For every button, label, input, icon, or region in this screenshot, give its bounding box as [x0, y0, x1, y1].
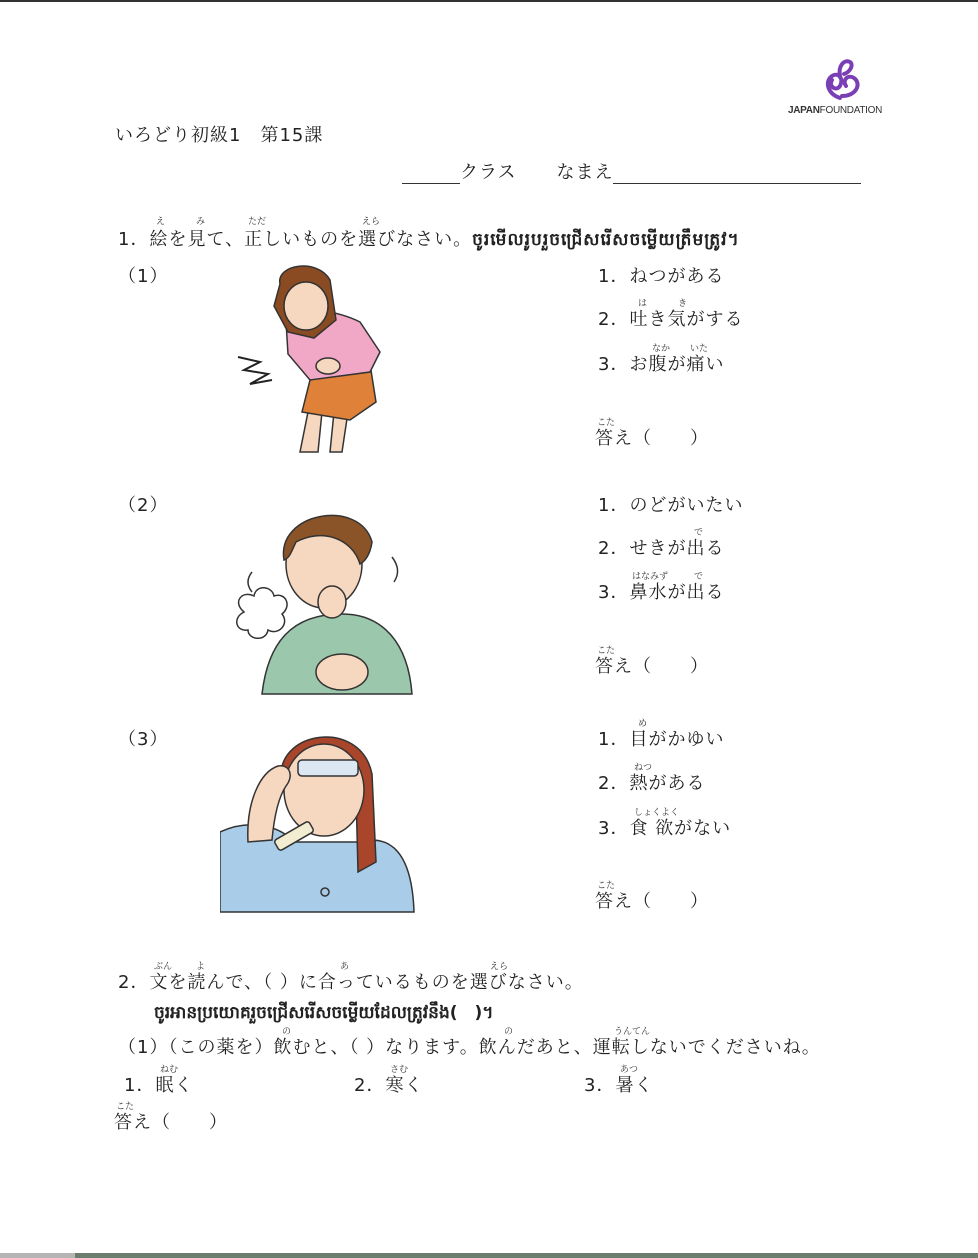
section2-question: （1）（この薬を）飲むと、（ ）なります。飲んだあと、運転しないでくださいね。 [118, 1037, 821, 1058]
japan-foundation-logo-icon [818, 56, 866, 104]
q3-option-3: 3．食 欲がない [598, 818, 732, 839]
q3-option-2: 2．熱がある [598, 773, 706, 794]
q3-option-1: 1．目がかゆい [598, 729, 725, 750]
coughing-man-illustration [232, 502, 417, 697]
page-top-border [0, 0, 978, 2]
section2-instruction: 2．文を読んで、（ ）に合っているものを選びなさい。 [118, 972, 584, 993]
class-label: クラス [460, 162, 517, 183]
fever-woman-illustration [220, 722, 415, 914]
section2-instruction-khmer: ចូរអានប្រយោគរួចជ្រើសរើសចម្លើយដែលត្រូវនឹង( )។ [154, 1003, 494, 1023]
q2-option-2: 2．せきが出る [598, 538, 725, 559]
s2-option-3: 3．暑く [584, 1075, 654, 1096]
stomachache-woman-illustration [230, 262, 390, 462]
question1-number: （1） [118, 266, 169, 287]
q1-option-1: 1．ねつがある [598, 266, 725, 287]
s2-option-2: 2．寒く [354, 1075, 424, 1096]
q1-option-2: 2．吐き気がする [598, 309, 744, 330]
name-label: なまえ [556, 162, 614, 183]
s2-answer-blank[interactable]: 答え（ ） [114, 1112, 228, 1133]
question2-number: （2） [118, 495, 169, 516]
section1-instruction: 1．絵を見て、正しいものを選びなさい。ចូរមើលរូបរួចជ្រើសរើសចម្លើយត្រឹមត្រូវ។ [118, 229, 740, 250]
logo-text: JAPANFOUNDATION [788, 105, 883, 116]
q1-option-3: 3．お腹が痛い [598, 354, 725, 375]
scrollbar-thumb[interactable] [0, 1253, 75, 1258]
q2-answer-blank[interactable]: 答え（ ） [595, 656, 709, 677]
q2-option-1: 1．のどがいたい [598, 495, 744, 516]
lesson-title: いろどり初級1 第15課 [115, 125, 324, 146]
question3-number: （3） [118, 729, 169, 750]
section1-instruction-khmer: ចូរមើលរូបរួចជ្រើសរើសចម្លើយត្រឹមត្រូវ។ [472, 230, 740, 250]
q1-answer-blank[interactable]: 答え（ ） [595, 428, 709, 449]
class-name-line [402, 158, 861, 184]
s2-option-1: 1．眠く [124, 1075, 194, 1096]
q3-answer-blank[interactable]: 答え（ ） [595, 891, 709, 912]
q2-option-3: 3．鼻水が出る [598, 582, 725, 603]
bottom-scrollbar[interactable] [0, 1253, 978, 1258]
